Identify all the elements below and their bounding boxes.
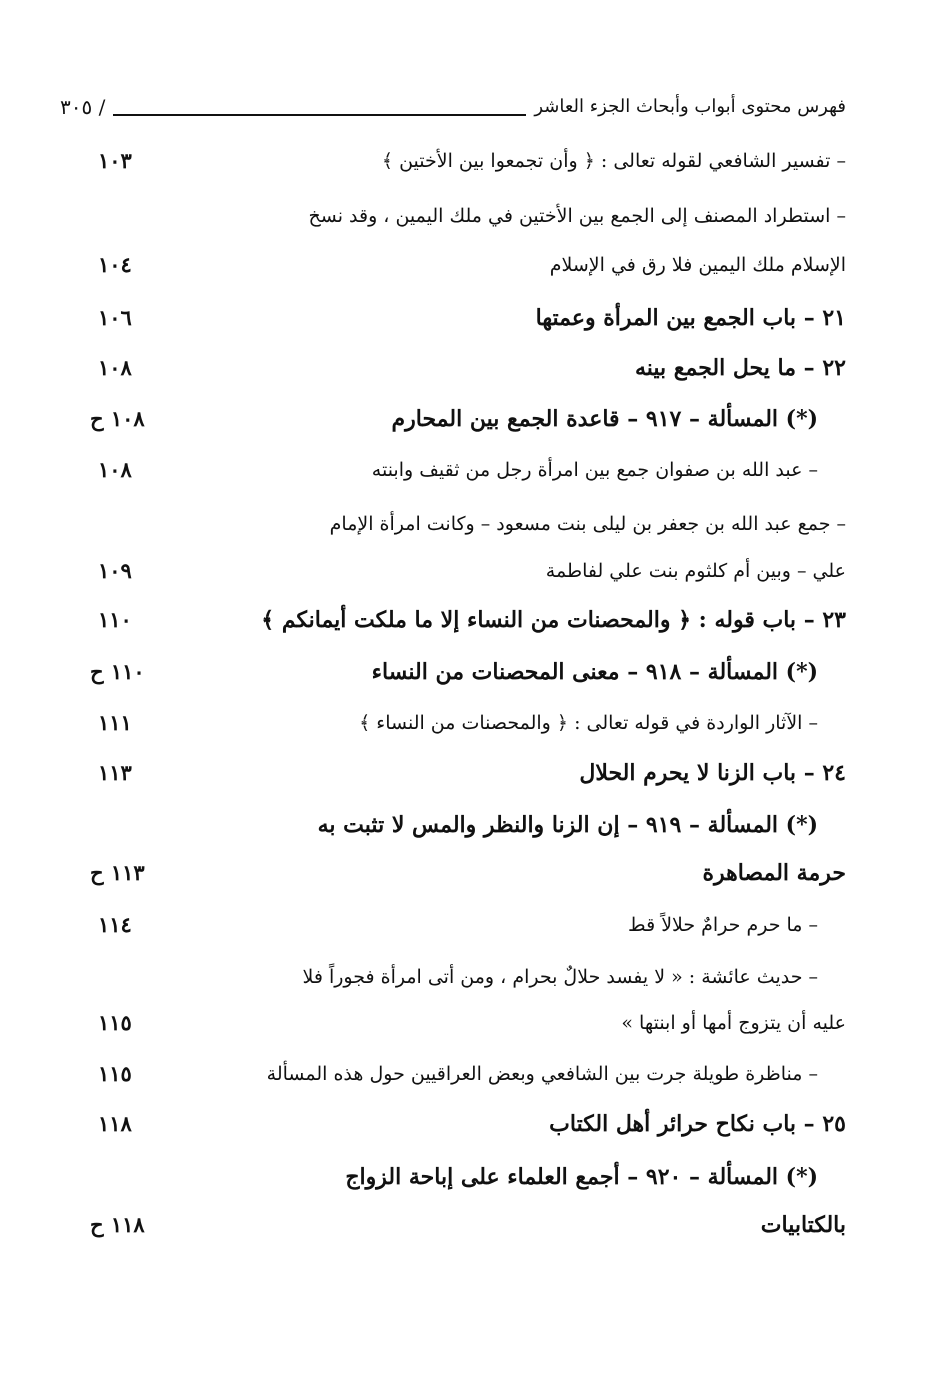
entry-text: – عبد الله بن صفوان جمع بين امرأة رجل من ثقيف وابنته — [371, 459, 818, 481]
entry-text: – استطراد المصنف إلى الجمع بين الأختين في ملك اليمين ، وقد نسخ — [308, 205, 846, 227]
entry-page-number: ١١٠ ح — [90, 659, 145, 684]
entry-page-number: ١١٠ — [98, 607, 132, 632]
entry-page-number: ١١٣ — [98, 760, 132, 785]
entry-page-number: ١٠٨ — [98, 457, 132, 482]
entry-text: ٢٤ – باب الزنا لا يحرم الحلال — [579, 760, 846, 786]
entry-text: (*) المسألة – ٩١٩ – إن الزنا والنظر والمس لا تثبت به — [317, 812, 818, 838]
entry-page-number: ١١٨ — [98, 1111, 132, 1136]
entry-text: بالكتابيات — [760, 1212, 846, 1238]
entry-page-number: ١١٨ ح — [90, 1212, 145, 1237]
entry-text: ٢٥ – باب نكاح حرائر أهل الكتاب — [549, 1111, 846, 1137]
entry-page-number: ١٠٤ — [98, 252, 132, 277]
entry-page-number: ١٠٩ — [98, 558, 132, 583]
entry-text: – ما حرم حرامٌ حلالاً قط — [628, 914, 818, 936]
entry-text: – مناظرة طويلة جرت بين الشافعي وبعض العراقيين حول هذه المسألة — [266, 1063, 818, 1085]
entry-text: – تفسير الشافعي لقوله تعالى : ﴿ وأن تجمعوا بين الأختين ﴾ — [381, 150, 846, 172]
entry-text: حرمة المصاهرة — [702, 860, 846, 886]
entry-text: (*) المسألة – ٩١٨ – معنى المحصنات من النساء — [371, 659, 818, 685]
entry-page-number: ١٠٣ — [98, 148, 132, 173]
entry-text: عليه أن يتزوج أمها أو ابنتها » — [621, 1012, 846, 1034]
entry-text: ٢١ – باب الجمع بين المرأة وعمتها — [535, 305, 846, 331]
header-page-number: ٣٠٥ / — [60, 92, 113, 122]
entry-page-number: ١٠٦ — [98, 305, 132, 330]
entry-page-number: ١١١ — [98, 710, 132, 735]
entry-text: – الآثار الواردة في قوله تعالى : ﴿ والمحصنات من النساء ﴾ — [359, 712, 818, 734]
entry-text: – حديث عائشة : « لا يفسد حلالٌ بحرام ، ومن أتى امرأة فجوراً فلا — [302, 966, 818, 988]
entry-text: ٢٢ – ما يحل الجمع بينه — [634, 355, 846, 381]
page-header — [60, 92, 846, 132]
entry-text: علي – وبين أم كلثوم بنت علي لفاطمة — [545, 560, 846, 582]
entry-page-number: ١١٥ — [98, 1010, 132, 1035]
entry-page-number: ١٠٨ ح — [90, 406, 145, 431]
entry-page-number: ١١٥ — [98, 1061, 132, 1086]
entry-text: (*) المسألة – ٩٢٠ – أجمع العلماء على إباحة الزواج — [345, 1164, 818, 1190]
header-title: فهرس محتوى أبواب وأبحاث الجزء العاشر — [526, 92, 846, 122]
entry-text: ٢٣ – باب قوله : ﴿ والمحصنات من النساء إلا ما ملكت أيمانكم ﴾ — [261, 607, 846, 633]
entry-page-number: ١١٤ — [98, 912, 132, 937]
entry-text: (*) المسألة – ٩١٧ – قاعدة الجمع بين المحارم — [391, 406, 818, 432]
entry-page-number: ١٠٨ — [98, 355, 132, 380]
entry-text: الإسلام ملك اليمين فلا رق في الإسلام — [549, 254, 846, 276]
entry-text: – جمع عبد الله بن جعفر بن ليلى بنت مسعود – وكانت امرأة الإمام — [329, 513, 846, 535]
entry-page-number: ١١٣ ح — [90, 860, 145, 885]
